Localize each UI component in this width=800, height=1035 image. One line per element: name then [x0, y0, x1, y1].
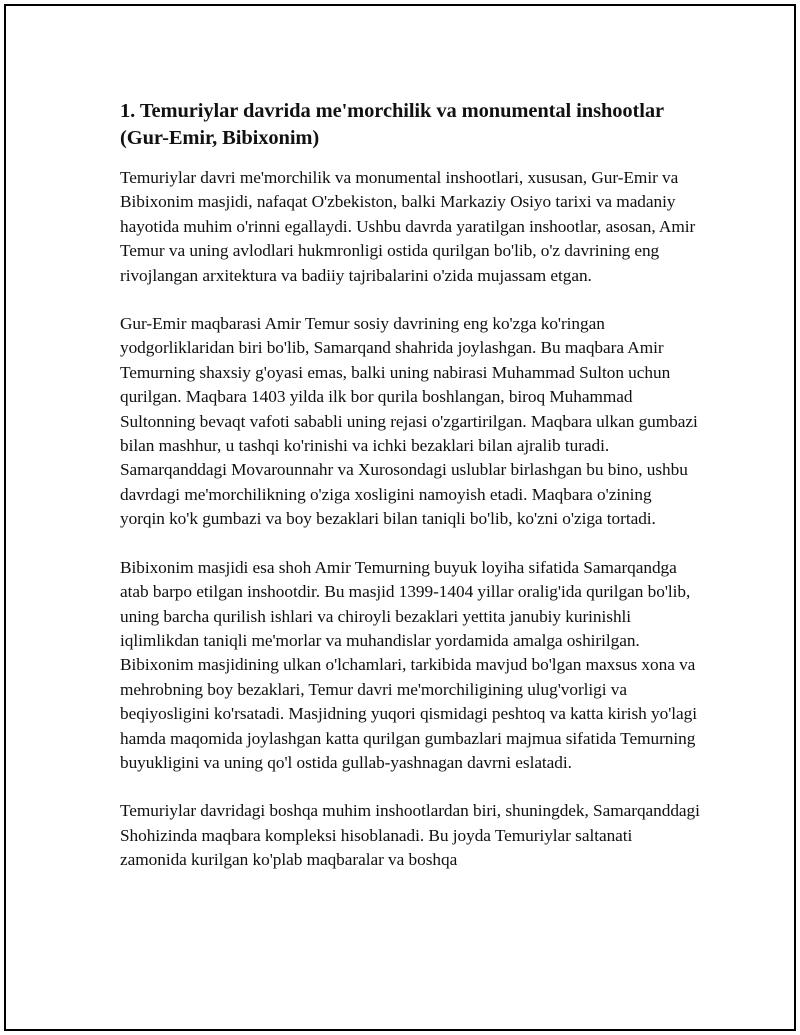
paragraph-bibixonim: Bibixonim masjidi esa shoh Amir Temurning buyuk loyiha sifatida Samarqandga atab barpo etilgan inshootdir. Bu masjid 1399-1404 yillar oralig'ida qurilgan bo'lib, uning barcha qurilish ishlari va chiroyli bezaklari yettita janubiy kurinishli iqlimlikdan taniqli me'morlar va muhandislar yordamida amalga oshirilgan. Bibixonim masjidining ulkan o'lchamlari, tarkibida mavjud bo'lgan maxsus xona va mehrobning boy bezaklari, Temur davri me'morchiligining ulug'vorligi va beqiyosligini ko'rsatadi. Masjidning yuqori qismidagi peshtoq va katta kirish yo'lagi hamda maqomida joylashgan katta qurilgan gumbazlari majmua sifatida Temurning buyukligini va uning qo'l ostida gullab-yashnagan davrni eslatadi.	[120, 557, 697, 772]
paragraph-gur-emir: Gur-Emir maqbarasi Amir Temur sosiy davrining eng ko'zga ko'ringan yodgorliklaridan biri bo'lib, Samarqand shahrida joylashgan. Bu maqbara Amir Temurning shaxsiy g'oyasi emas, balki uning nabirasi Muhammad Sulton uchun qurilgan. Maqbara 1403 yilda ilk bor qurila boshlangan, biroq Muhammad Sultonning bevaqt vafoti sababli uning rejasi o'zgartirilgan. Maqbara ulkan gumbazi bilan mashhur, u tashqi ko'rinishi va ichki bezaklari bilan ajralib turadi. Samarqanddagi Movarounnahr va Xurosondagi uslublar birlashgan bu bino, ushbu davrdagi me'morchilikning o'ziga xosligini namoyish etadi. Maqbara o'zining yorqin ko'k gumbazi va boy bezaklari bilan taniqli bo'lib, ko'zni o'ziga tortadi.	[120, 314, 698, 529]
page-frame	[4, 4, 796, 1031]
document-body	[120, 98, 700, 897]
paragraph-intro: Temuriylar davri me'morchilik va monumental inshootlari, xususan, Gur-Emir va Bibixonim masjidi, nafaqat O'zbekiston, balki Markaziy Osiyo tarixi va madaniy hayotida muhim o'rinni egallaydi. Ushbu davrda yaratilgan inshootlar, asosan, Amir Temur va uning avlodlari hukmronligi ostida qurilgan bo'lib, o'z davrining eng rivojlangan arxitektura va badiiy tajribalarini o'zida mujassam etgan.	[120, 168, 696, 285]
section-heading: 1. Temuriylar davrida me'morchilik va monumental inshootlar (Gur-Emir, Bibixonim)	[120, 100, 664, 149]
paragraph-shohizinda: Temuriylar davridagi boshqa muhim inshootlardan biri, shuningdek, Samarqanddagi Shohizinda maqbara kompleksi hisoblanadi. Bu joyda Temuriylar saltanati zamonida kurilgan ko'plab maqbaralar va boshqa	[120, 801, 700, 870]
